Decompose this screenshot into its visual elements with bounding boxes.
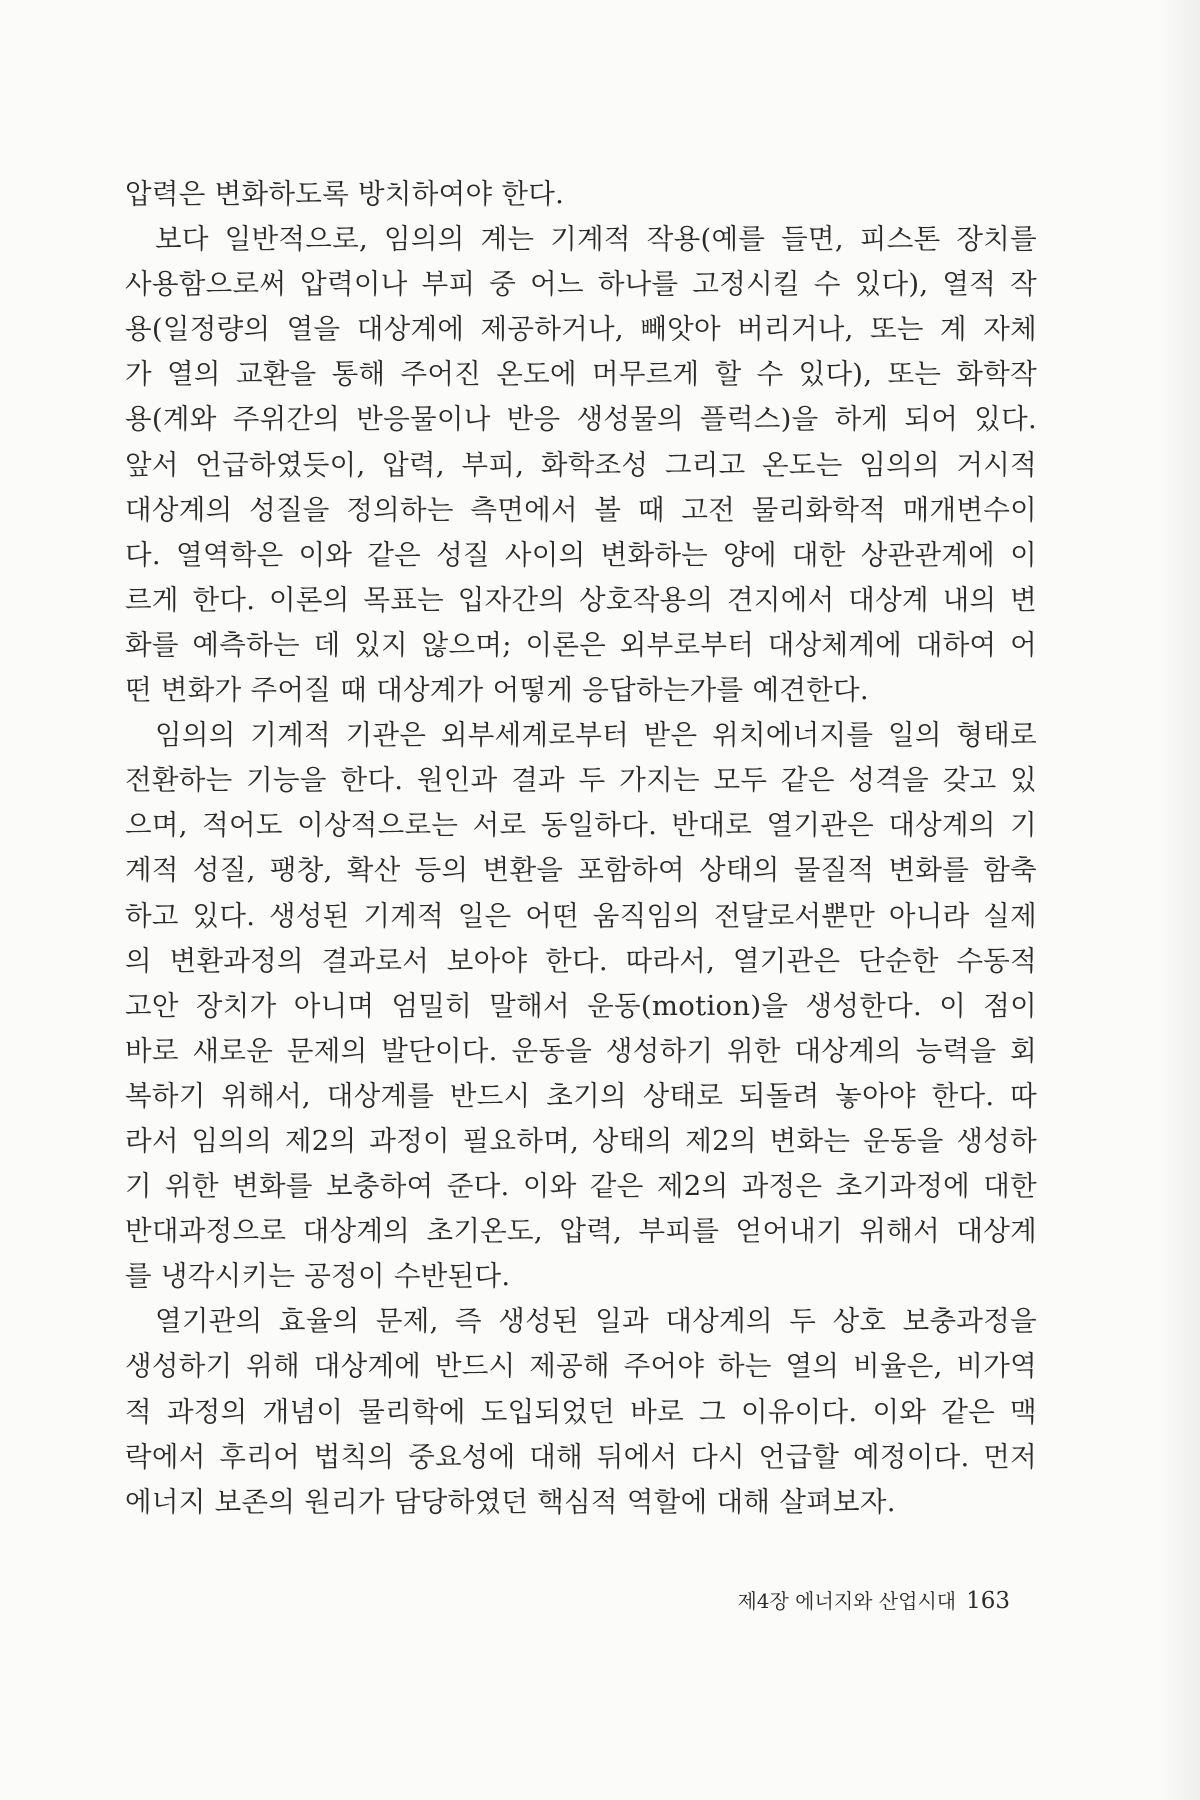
text-line: 임의의 기계적 기관은 외부세계로부터 받은 위치에너지를 일의 형태로: [155, 719, 1037, 752]
text-line: 으며, 적어도 이상적으로는 서로 동일하다. 반대로 열기관은 대상계의 기: [125, 809, 1037, 842]
text-line: 대상계의 성질을 정의하는 측면에서 볼 때 고전 물리화학적 매개변수이: [125, 493, 1037, 526]
body-text: [125, 172, 1037, 1525]
text-line: 압력은 변화하도록 방치하여야 한다.: [125, 178, 565, 210]
text-line: 고안 장치가 아니며 엄밀히 말해서 운동(motion)을 생성한다. 이 점이: [125, 989, 1037, 1022]
text-line: 떤 변화가 주어질 때 대상계가 어떻게 응답하는가를 예견한다.: [125, 674, 869, 707]
text-line: 르게 한다. 이론의 목표는 입자간의 상호작용의 견지에서 대상계 내의 변: [125, 583, 1037, 616]
text-line: 에너지 보존의 원리가 담당하였던 핵심적 역할에 대해 살펴보자.: [125, 1485, 896, 1518]
text-line: 다. 열역학은 이와 같은 성질 사이의 변화하는 양에 대한 상관관계에 이: [125, 538, 1037, 571]
text-line: 를 냉각시키는 공정이 수반된다.: [125, 1260, 511, 1293]
text-line: 가 열의 교환을 통해 주어진 온도에 머무르게 할 수 있다), 또는 화학작: [125, 358, 1037, 391]
text-line: 하고 있다. 생성된 기계적 일은 어떤 움직임의 전달로서뿐만 아니라 실제: [125, 899, 1037, 932]
text-line: 용(일정량의 열을 대상계에 제공하거나, 빼앗아 버리거나, 또는 계 자체: [125, 313, 1037, 346]
page-edge-shadow: [1160, 0, 1200, 1800]
text-line: 생성하기 위해 대상계에 반드시 제공해 주어야 하는 열의 비율은, 비가역: [125, 1350, 1037, 1383]
text-line: 적 과정의 개념이 물리학에 도입되었던 바로 그 이유이다. 이와 같은 맥: [125, 1395, 1037, 1428]
text-line: 라서 임의의 제2의 과정이 필요하며, 상태의 제2의 변화는 운동을 생성하: [125, 1124, 1037, 1157]
running-footer: [700, 1585, 1010, 1614]
text-line: 보다 일반적으로, 임의의 계는 기계적 작용(예를 들면, 피스톤 장치를: [155, 223, 1037, 256]
text-line: 의 변환과정의 결과로서 보아야 한다. 따라서, 열기관은 단순한 수동적: [125, 944, 1037, 977]
text-line: 사용함으로써 압력이나 부피 중 어느 하나를 고정시킬 수 있다), 열적 작: [125, 268, 1037, 301]
text-line: 계적 성질, 팽창, 확산 등의 변환을 포함하여 상태의 물질적 변화를 함축: [125, 854, 1037, 887]
text-line: 앞서 언급하였듯이, 압력, 부피, 화학조성 그리고 온도는 임의의 거시적: [125, 448, 1037, 481]
text-line: 기 위한 변화를 보충하여 준다. 이와 같은 제2의 과정은 초기과정에 대한: [125, 1170, 1037, 1203]
text-line: 반대과정으로 대상계의 초기온도, 압력, 부피를 얻어내기 위해서 대상계: [125, 1215, 1037, 1248]
text-line: 화를 예측하는 데 있지 않으며; 이론은 외부로부터 대상체계에 대하여 어: [125, 628, 1037, 661]
text-line: 전환하는 기능을 한다. 원인과 결과 두 가지는 모두 같은 성격을 갖고 있: [125, 764, 1037, 797]
page-number: 163: [966, 1588, 1010, 1614]
text-line: 열기관의 효율의 문제, 즉 생성된 일과 대상계의 두 상호 보충과정을: [155, 1305, 1037, 1338]
text-line: 복하기 위해서, 대상계를 반드시 초기의 상태로 되돌려 놓아야 한다. 따: [125, 1079, 1037, 1112]
text-line: 용(계와 주위간의 반응물이나 반응 생성물의 플럭스)을 하게 되어 있다.: [125, 403, 1037, 436]
text-line: 락에서 후리어 법칙의 중요성에 대해 뒤에서 다시 언급할 예정이다. 먼저: [125, 1440, 1037, 1473]
text-line: 바로 새로운 문제의 발단이다. 운동을 생성하기 위한 대상계의 능력을 회: [125, 1034, 1037, 1067]
chapter-title: 제4장 에너지와 산업시대: [737, 1589, 957, 1613]
